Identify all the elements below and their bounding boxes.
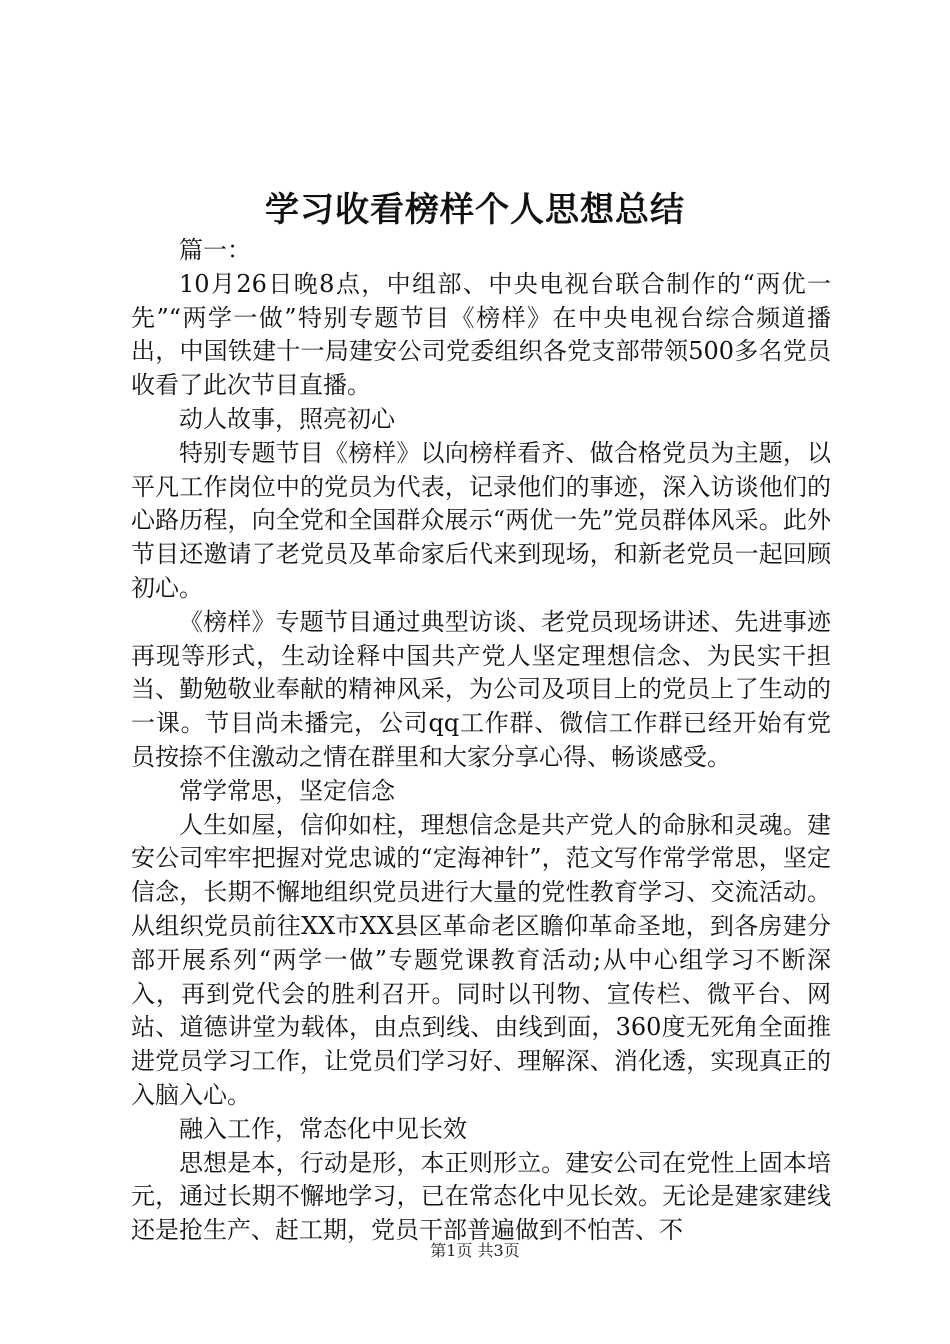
document-body [131,234,831,1248]
paragraph: 特别专题节目《榜样》以向榜样看齐、做合格党员为主题，以平凡工作岗位中的党员为代表，记录他们的事迹，深入访谈他们的心路历程，向全党和全国群众展示“两优一先”党员群体风采。此外节目还邀请了老党员及革命家后代来到现场，和新老党员一起回顾初心。 [131,438,831,602]
paragraph: 思想是本，行动是形，本正则形立。建安公司在党性上固本培元，通过长期不懈地学习，已在常态化中见长效。无论是建家建线还是抢生产、赶工期，党员干部普遍做到不怕苦、不 [131,1148,831,1245]
section-heading: 融入工作，常态化中见长效 [179,1114,467,1143]
section-heading: 常学常思，坚定信念 [179,776,395,805]
page-footer: 第1页 共3页 [430,1241,520,1260]
document-title: 学习收看榜样个人思想总结 [265,190,685,230]
section-heading: 动人故事，照亮初心 [179,404,395,433]
paragraph: 10月26日晚8点，中组部、中央电视台联合制作的“两优一先”“两学一做”特别专题节目《榜样》在中央电视台综合频道播出，中国铁建十一局建安公司党委组织各党支部带领500多名党员收看了此次节目直播。 [131,269,831,400]
section-label: 篇一： [179,236,251,264]
paragraph: 人生如屋，信仰如柱，理想信念是共产党人的命脉和灵魂。建安公司牢牢把握对党忠诚的“定海神针”，范文写作常学常思，坚定信念，长期不懈地组织党员进行大量的党性教育学习、交流活动。从组织党员前往XX市XX县区革命老区瞻仰革命圣地，到各房建分部开展系列“两学一做”专题党课教育活动;从中心组学习不断深入，再到党代会的胜利召开。同时以刊物、宣传栏、微平台、网站、道德讲堂为载体，由点到线、由线到面，360度无死角全面推进党员学习工作，让党员们学习好、理解深、消化透，实现真正的入脑入心。 [131,810,831,1109]
paragraph: 《榜样》专题节目通过典型访谈、老党员现场讲述、先进事迹再现等形式，生动诠释中国共产党人坚定理想信念、为民实干担当、勤勉敬业奉献的精神风采，为公司及项目上的党员上了生动的一课。节目尚未播完，公司qq工作群、微信工作群已经开始有党员按捺不住激动之情在群里和大家分享心得、畅谈感受。 [131,607,831,771]
